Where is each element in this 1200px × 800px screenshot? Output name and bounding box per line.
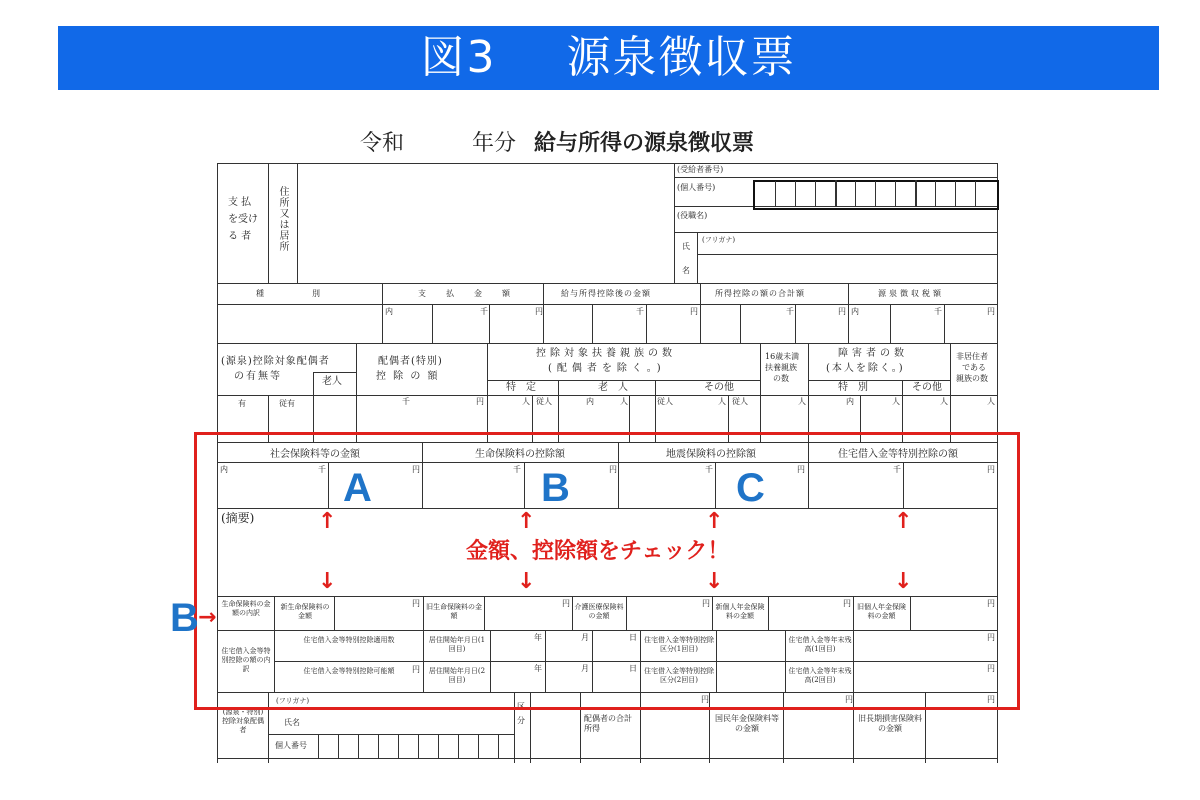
new-life-insurance-label: 新生命保険料の金額 [280, 603, 330, 620]
divider [432, 304, 433, 343]
housing-category-1-label: 住宅借入金等特別控除区分(1回目) [644, 636, 714, 653]
housing-possible-label: 住宅借入金等特別控除可能額 [303, 667, 395, 675]
digit-divider [895, 181, 896, 207]
life-breakdown-label: 生命保険料の金額の内訳 [221, 600, 271, 617]
unit-sen: 千 [513, 465, 521, 474]
unit-en: 円 [987, 599, 995, 608]
digit-divider [955, 181, 956, 207]
pay-amount-header: 支 払 金 額 [418, 289, 516, 298]
care-insurance-label: 介護医療保険料の金額 [574, 603, 624, 620]
divider [760, 343, 761, 442]
divider [489, 304, 490, 343]
under16-label: 16歳未満 [765, 352, 800, 361]
unit-en: 円 [838, 307, 846, 316]
spouse-deduction-label: 配偶者(特別) [378, 356, 443, 367]
digit-divider [358, 734, 359, 758]
check-callout: 金額、控除額をチェック！ [466, 539, 730, 564]
specific-label: 特 定 [506, 382, 536, 393]
nonresident-label-2: である [962, 363, 986, 372]
name-label-bottom: 名 [682, 266, 690, 275]
unit-nin: 人 [620, 397, 628, 406]
spouse-block-label: (源泉・特別)控除対象配偶者 [222, 708, 264, 734]
divider [674, 177, 997, 178]
form-main-title: 給与所得の源泉徴収票 [534, 131, 755, 156]
unit-en: 円 [412, 465, 420, 474]
unit-en: 円 [412, 599, 420, 608]
year-label: 年分 [472, 131, 517, 156]
unit-en: 円 [701, 695, 709, 704]
category-bun-label: 分 [517, 716, 525, 725]
digit-divider [775, 181, 776, 207]
marker-b: B [541, 466, 570, 510]
personal-number-label: (個人番号) [677, 183, 716, 192]
digit-divider [398, 734, 399, 758]
unit-day: 日 [629, 633, 637, 642]
down-arrow-icon: ↓ [894, 569, 913, 594]
digit-group-divider [915, 180, 917, 207]
unit-en: 円 [987, 664, 995, 673]
divider [382, 283, 383, 343]
unit-uchi: 内 [846, 397, 854, 406]
disabled-label-2: (本人を除く。) [826, 363, 905, 374]
unit-nin: 人 [798, 397, 806, 406]
spouse-personal-number-label: 個人番号 [275, 741, 307, 750]
digit-divider [855, 181, 856, 207]
divider [700, 283, 701, 343]
digit-divider [318, 734, 319, 758]
dependents-label-2: (配偶者を除く。) [548, 363, 666, 374]
other-dependents-label: その他 [704, 382, 734, 393]
unit-en: 円 [797, 465, 805, 474]
divider [890, 304, 891, 343]
dependents-label: 控除対象扶養親族の数 [536, 348, 676, 359]
deduction-total-header: 所得控除の額の合計額 [715, 289, 805, 298]
digit-divider [478, 734, 479, 758]
old-life-insurance-label: 旧生命保険料の金額 [426, 603, 482, 620]
digit-group-divider [835, 180, 837, 207]
divider [217, 395, 998, 396]
divider [487, 380, 760, 381]
yes-label: 有 [238, 399, 246, 408]
digit-divider [418, 734, 419, 758]
unit-sen: 千 [402, 397, 410, 406]
unit-month: 月 [581, 664, 589, 673]
digit-divider [875, 181, 876, 207]
unit-en: 円 [702, 599, 710, 608]
divider [808, 380, 950, 381]
old-pension-label: 旧個人年金保険料の金額 [857, 603, 906, 620]
figure-title: 源泉徴収票 [566, 32, 797, 83]
new-pension-label: 新個人年金保険料の金額 [715, 603, 765, 620]
divider [217, 758, 998, 759]
figure-number: 図3 [420, 32, 497, 83]
marker-b-side: B [170, 596, 199, 640]
elderly-dependents-label: 老 人 [598, 382, 628, 393]
unit-en: 円 [843, 599, 851, 608]
special-label: 特 別 [838, 382, 868, 393]
unit-en: 円 [690, 307, 698, 316]
remarks-label: (摘要) [221, 511, 255, 525]
era-label: 令和 [360, 131, 405, 156]
unit-uchi: 内 [385, 307, 393, 316]
payee-label: 支 払 を受け る 者 [228, 197, 258, 242]
up-arrow-icon: ↑ [705, 509, 724, 534]
divider [268, 163, 269, 283]
unit-uchi: 内 [851, 307, 859, 316]
address-label: 住所又は居所 [277, 186, 288, 252]
divider [592, 304, 593, 343]
down-arrow-icon: ↓ [318, 569, 337, 594]
nonresident-label-3: 親族の数 [956, 374, 988, 383]
type-header: 種 別 [256, 289, 320, 298]
name-label-top: 氏 [682, 242, 690, 251]
unit-en: 円 [412, 665, 420, 674]
divider [313, 372, 356, 373]
residence-start-1-label: 居住開始年月日(1回目) [428, 636, 486, 653]
divider [217, 283, 998, 284]
up-arrow-icon: ↑ [318, 509, 337, 534]
unit-en: 円 [535, 307, 543, 316]
unit-jyu: 従人 [657, 397, 673, 406]
unit-sen: 千 [636, 307, 644, 316]
digit-divider [975, 181, 976, 207]
unit-sen: 千 [705, 465, 713, 474]
digit-divider [795, 181, 796, 207]
unit-uchi: 内 [220, 465, 228, 474]
divider [740, 304, 741, 343]
unit-sen: 千 [480, 307, 488, 316]
disabled-label: 障害者の数 [838, 348, 908, 359]
recipient-number-label: (受給者番号) [677, 165, 724, 174]
life-insurance-header: 生命保険料の控除額 [475, 449, 565, 460]
residence-start-2-label: 居住開始年月日(2回目) [428, 667, 486, 684]
nonresident-label: 非居住者 [956, 352, 988, 361]
unit-year: 年 [534, 633, 542, 642]
digit-divider [378, 734, 379, 758]
housing-applicable-label: 住宅借入金等特別控除適用数 [303, 636, 395, 644]
marker-c: C [736, 466, 765, 510]
spouse-presence-label: (源泉)控除対象配偶者 [221, 356, 330, 367]
unit-nin: 人 [987, 397, 995, 406]
position-label: (役職名) [677, 211, 708, 220]
down-arrow-icon: ↓ [705, 569, 724, 594]
marker-a: A [343, 466, 372, 510]
juyu-label: 従有 [279, 399, 295, 408]
right-arrow-icon: → [198, 605, 217, 630]
up-arrow-icon: ↑ [894, 509, 913, 534]
unit-sen: 千 [318, 465, 326, 474]
divider [543, 283, 544, 343]
divider [808, 343, 809, 442]
after-deduction-header: 給与所得控除後の金額 [561, 289, 651, 298]
digit-divider [815, 181, 816, 207]
unit-month: 月 [581, 633, 589, 642]
unit-uchi: 内 [586, 397, 594, 406]
divider [795, 304, 796, 343]
unit-sen: 千 [934, 307, 942, 316]
personal-number-field[interactable] [753, 180, 999, 210]
divider [944, 304, 945, 343]
digit-divider [338, 734, 339, 758]
housing-balance-2-label: 住宅借入金等年末残高(2回目) [788, 667, 852, 684]
housing-loan-header: 住宅借入金等特別控除の額 [838, 449, 958, 460]
unit-en: 円 [845, 695, 853, 704]
long-term-insurance-label: 旧長期損害保険料の金額 [858, 714, 922, 733]
unit-nin: 人 [892, 397, 900, 406]
unit-nin: 人 [940, 397, 948, 406]
earthquake-insurance-header: 地震保険料の控除額 [666, 449, 756, 460]
unit-en: 円 [987, 465, 995, 474]
digit-divider [438, 734, 439, 758]
form-border-top [217, 163, 998, 164]
spouse-presence-label-2: の有無等 [234, 371, 282, 382]
digit-divider [935, 181, 936, 207]
unit-sen: 千 [893, 465, 901, 474]
divider [356, 343, 357, 442]
unit-en: 円 [987, 633, 995, 642]
divider [487, 343, 488, 442]
unit-day: 日 [629, 664, 637, 673]
bottom-furigana-label: (フリガナ) [276, 697, 310, 705]
unit-jyu: 従人 [536, 397, 552, 406]
divider [297, 163, 298, 283]
housing-category-2-label: 住宅借入金等特別控除区分(2回目) [644, 667, 714, 684]
unit-jyu: 従人 [732, 397, 748, 406]
unit-sen: 千 [786, 307, 794, 316]
unit-year: 年 [534, 664, 542, 673]
divider [217, 343, 998, 344]
housing-balance-1-label: 住宅借入金等年末残高(1回目) [788, 636, 852, 653]
spouse-name-label: 氏名 [284, 718, 300, 727]
unit-en: 円 [476, 397, 484, 406]
under16-label-2: 扶養親族 [765, 363, 797, 372]
digit-divider [458, 734, 459, 758]
down-arrow-icon: ↓ [517, 569, 536, 594]
withholding-header: 源泉徴収税額 [878, 289, 944, 298]
divider [646, 304, 647, 343]
spouse-income-label: 配偶者の合計所得 [584, 714, 632, 733]
category-ku-label: 区 [517, 702, 525, 711]
digit-divider [498, 734, 499, 758]
housing-breakdown-label: 住宅借入金等特別控除の額の内訳 [221, 647, 271, 673]
divider [950, 343, 951, 442]
spouse-deduction-label-2: 控 除 の 額 [376, 371, 440, 382]
unit-nin: 人 [718, 397, 726, 406]
divider [217, 304, 998, 305]
divider [697, 232, 698, 283]
unit-en: 円 [562, 599, 570, 608]
under16-label-3: の数 [773, 374, 789, 383]
divider [674, 163, 675, 283]
pension-premium-label: 国民年金保険料等の金額 [715, 714, 779, 733]
divider [697, 254, 997, 255]
up-arrow-icon: ↑ [517, 509, 536, 534]
unit-en: 円 [987, 695, 995, 704]
unit-nin: 人 [522, 397, 530, 406]
other-disabled-label: その他 [912, 382, 942, 393]
social-insurance-header: 社会保険料等の金額 [270, 449, 360, 460]
divider [848, 283, 849, 343]
unit-en: 円 [609, 465, 617, 474]
furigana-label: (フリガナ) [702, 236, 736, 244]
divider [674, 232, 997, 233]
elderly-label: 老人 [322, 376, 342, 387]
unit-en: 円 [987, 307, 995, 316]
